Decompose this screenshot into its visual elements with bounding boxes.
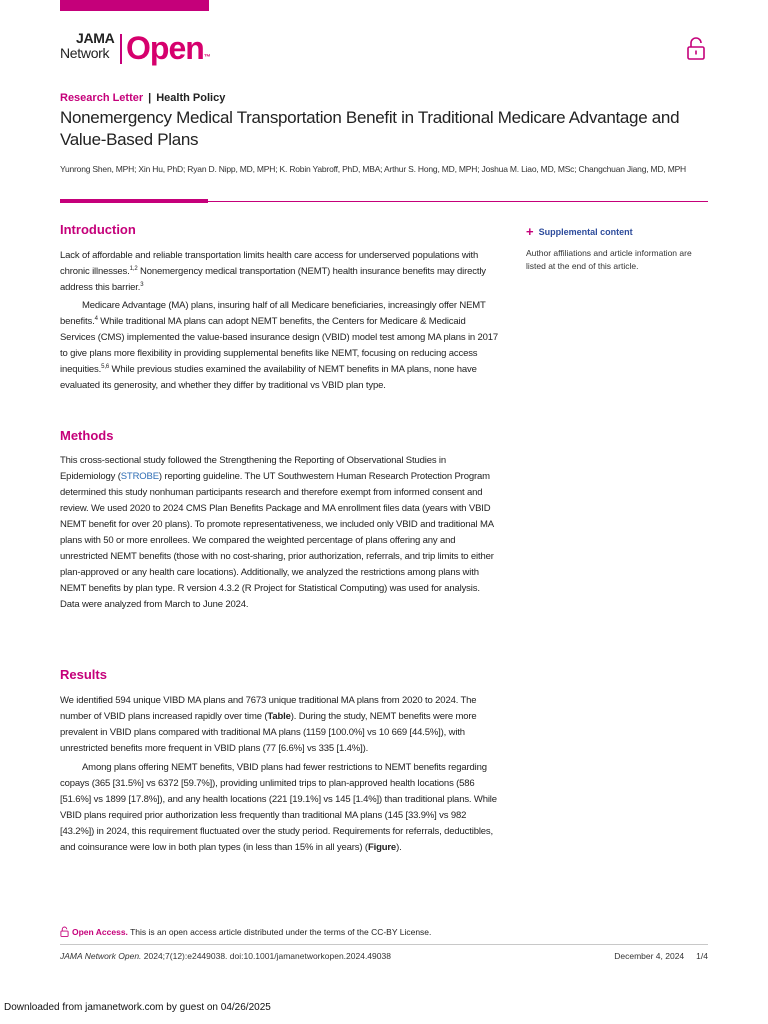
download-watermark: Downloaded from jamanetwork.com by guest on 04/26/2025	[4, 1002, 271, 1013]
open-access-label: Open Access.	[72, 927, 128, 937]
category-research-letter[interactable]: Research Letter	[60, 92, 144, 104]
citation-journal: JAMA Network Open.	[60, 951, 142, 961]
citation-text[interactable]: 2024;7(12):e2449038. doi:10.1001/jamanetworkopen.2024.49038	[141, 951, 391, 961]
intro-p2-text-c: While previous studies examined the availability of NEMT benefits in MA plans, none have evaluated its generosity, and whether they differ by traditional vs VBID plan type.	[60, 364, 477, 391]
methods-text-b: ) reporting guideline. The UT Southwestern Human Research Protection Program determined this study nonhuman participants research and therefore exempt from informed consent and review. We used 2020 to 2024 CMS Plan Benefits Package and MA enrollment files data (years with VBID NEMT benefit for over 20 plans). To promote representativeness, we included only VBID and traditional MA plans with 50 or more enrollees. We compared the weighted percentage of plans offering any and unrestricted NEMT benefits (those with no cost-sharing, prior authorization, referrals, and trip limits to either plan-approved or any health care locations). Additionally, we analyzed the restrictions among plans with NEMT benefits by plan type. R version 4.3.2 (R Project for Statistical Computing) was used for analysis. Data were analyzed from March to June 2024.	[60, 471, 494, 610]
table-reference[interactable]: Table	[267, 711, 291, 722]
publication-date: December 4, 2024	[614, 951, 685, 961]
open-lock-icon	[686, 36, 706, 60]
results-p2-text-a: Among plans offering NEMT benefits, VBID plans had fewer restrictions to NEMT benefits regarding copays (365 [31.5%] vs 6372 [59.7%]), providing unlimited trips to plan-approved health locations (586 [51.6%] vs 1899 [17.8%]), and any health locations (221 [19.1%] vs 145 [1.4%]) than traditional plans. While VBID plans required prior authorization less frequently than traditional MA plans (145 [33.9%] vs 982 [43.2%]) in 2024, this requirement fluctuated over the study period. Requirements for referrals, deductibles, and coinsurance were low in both plan types (in less than 15% in all years) (	[60, 762, 497, 853]
article-category	[60, 91, 225, 105]
results-paragraph-1	[60, 693, 500, 757]
introduction-heading: Introduction	[60, 222, 136, 237]
results-heading: Results	[60, 667, 107, 682]
results-paragraph-2	[60, 760, 500, 856]
category-health-policy[interactable]: Health Policy	[156, 92, 226, 104]
plus-icon: +	[526, 224, 534, 239]
logo-open-text	[126, 30, 210, 76]
intro-p2-text-b: While traditional MA plans can adopt NEMT benefits, the Centers for Medicare & Medicaid Services (CMS) implemented the value-based insurance design (VBID) model test among MA plans in 2017 to give plans more flexibility in providing supplemental benefits like NEMT, focusing on reducing access inequities.	[60, 316, 499, 375]
logo-network-text: Network	[60, 45, 110, 61]
intro-p1-text-a: Lack of affordable and reliable transportation limits health care access for underserved populations with chronic illnesses.	[60, 250, 479, 277]
figure-reference[interactable]: Figure	[367, 842, 397, 853]
journal-top-bar	[60, 0, 209, 11]
page-number: 1/4	[696, 951, 708, 961]
results-p2-text-b: ).	[396, 842, 402, 853]
results-p1-text-b: ). During the study, NEMT benefits were more prevalent in VBID plans compared with traditional MA plans (1159 [100.0%] vs 10 669 [44.5%]), with unrestricted benefits more frequent in VBID plans (77 [6.6%] vs 335 [1.4%]).	[60, 711, 477, 754]
strobe-link[interactable]: STROBE	[120, 471, 159, 482]
section-rule-thin	[208, 201, 708, 202]
logo-open-word: Open	[126, 30, 204, 66]
results-p1-text-a: We identified 594 unique VIBD MA plans and 7673 unique traditional MA plans from 2020 to 2024. The number of VBID plans increased rapidly over time (	[60, 695, 477, 722]
footer-rule	[60, 944, 708, 945]
intro-p1-text-b: Nonemergency medical transportation (NEMT) health insurance benefits may directly address this barrier.	[60, 266, 486, 293]
methods-heading: Methods	[60, 428, 114, 443]
citation-line	[60, 950, 391, 962]
affiliations-note: Author affiliations and article information are listed at the end of this article.	[526, 248, 692, 271]
category-separator: |	[148, 92, 152, 104]
intro-p2-text-a: Medicare Advantage (MA) plans, insuring half of all Medicare beneficiaries, increasingly offer NEMT benefits.	[60, 300, 486, 327]
author-list: Yunrong Shen, MPH; Xin Hu, PhD; Ryan D. Nipp, MD, MPH; K. Robin Yabroff, PhD, MBA; Arthur S. Hong, MD, MPH; Joshua M. Liao, MD, MSc; Changchuan Jiang, MD, MPH	[60, 164, 686, 174]
introduction-paragraph-1	[60, 248, 500, 296]
footer-date-page	[600, 950, 708, 962]
intro-p2-ref-1[interactable]: 4	[94, 315, 98, 322]
introduction-paragraph-2	[60, 298, 500, 394]
article-title: Nonemergency Medical Transportation Benefit in Traditional Medicare Advantage and Value-Based Plans	[60, 108, 680, 149]
logo-jama-text: JAMA	[76, 30, 115, 46]
open-access-text: This is an open access article distributed under the terms of the CC-BY License.	[127, 927, 432, 937]
open-access-lock-icon	[60, 926, 69, 937]
methods-paragraph	[60, 453, 500, 613]
intro-p2-ref-2[interactable]: 5,6	[101, 363, 110, 370]
open-access-note	[60, 926, 431, 938]
intro-p1-ref-2[interactable]: 3	[140, 281, 144, 288]
logo-divider	[120, 34, 122, 64]
supplemental-content-link[interactable]	[526, 225, 633, 239]
section-rule-thick	[60, 199, 208, 203]
methods-text-a: This cross-sectional study followed the Strengthening the Reporting of Observational Studies in Epidemiology (	[60, 455, 447, 482]
supplemental-label: Supplemental content	[538, 227, 633, 237]
logo-trademark: ™	[203, 54, 210, 61]
intro-p1-ref-1[interactable]: 1,2	[129, 265, 138, 272]
